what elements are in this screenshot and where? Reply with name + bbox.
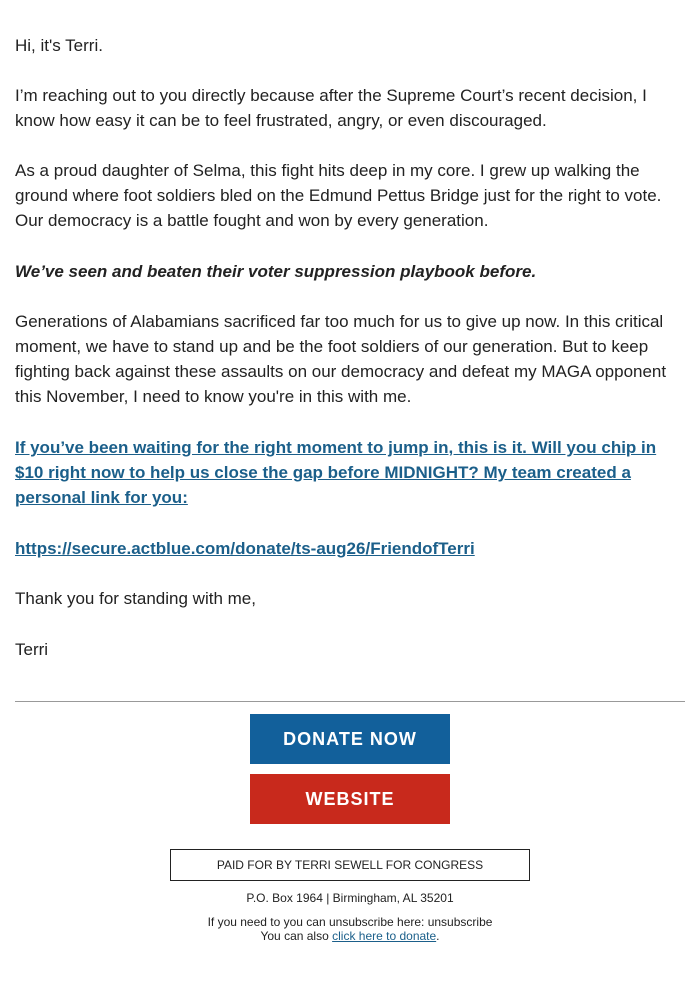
paragraph-emphasis: We’ve seen and beaten their voter suppression playbook before. [15,262,537,281]
unsubscribe-line[interactable]: If you need to you can unsubscribe here: unsubscribe [207,915,493,929]
greeting: Hi, it's Terri. [15,36,103,55]
signature: Terri [15,640,49,659]
also-prefix: You can also [260,929,333,943]
donate-url-link[interactable]: https://secure.actblue.com/donate/ts-aug26/FriendofTerri [15,539,475,558]
also-donate-line [0,929,700,943]
cta-link[interactable]: If you’ve been waiting for the right moment to jump in, this is it. Will you chip in $10 right now to help us close the gap before MIDNIGHT? My team created a personal link for you: [15,438,657,507]
paragraph-generations: Generations of Alabamians sacrificed far too much for us to give up now. In this critical moment, we have to stand up and be the foot soldiers of our generation. But to keep fighting back against these assaults on our democracy and defeat my MAGA opponent this November, I need to know you're in this with me. [15,312,667,406]
click-here-to-donate-link[interactable]: click here to donate [332,929,437,943]
paragraph-intro: I’m reaching out to you directly because after the Supreme Court’s recent decision, I know how easy it can be to feel frustrated, angry, or even discouraged. [15,86,647,130]
website-button[interactable]: WEBSITE [250,774,450,824]
also-suffix: . [436,929,440,943]
paid-for-text: PAID FOR BY TERRI SEWELL FOR CONGRESS [216,858,484,872]
donate-now-button[interactable]: DONATE NOW [250,714,450,764]
footer-lines [0,915,700,943]
paragraph-selma: As a proud daughter of Selma, this fight hits deep in my core. I grew up walking the ground where foot soldiers bled on the Edmund Pettus Bridge just for the right to vote. Our democracy is a battle fought and won by every generation. [15,161,662,230]
donate-url-paragraph [15,536,687,561]
divider [15,701,685,702]
footer-address: P.O. Box 1964 | Birmingham, AL 35201 [246,891,454,905]
paid-for-box [170,849,530,881]
closing: Thank you for standing with me, [15,589,256,608]
cta-paragraph [15,435,687,510]
